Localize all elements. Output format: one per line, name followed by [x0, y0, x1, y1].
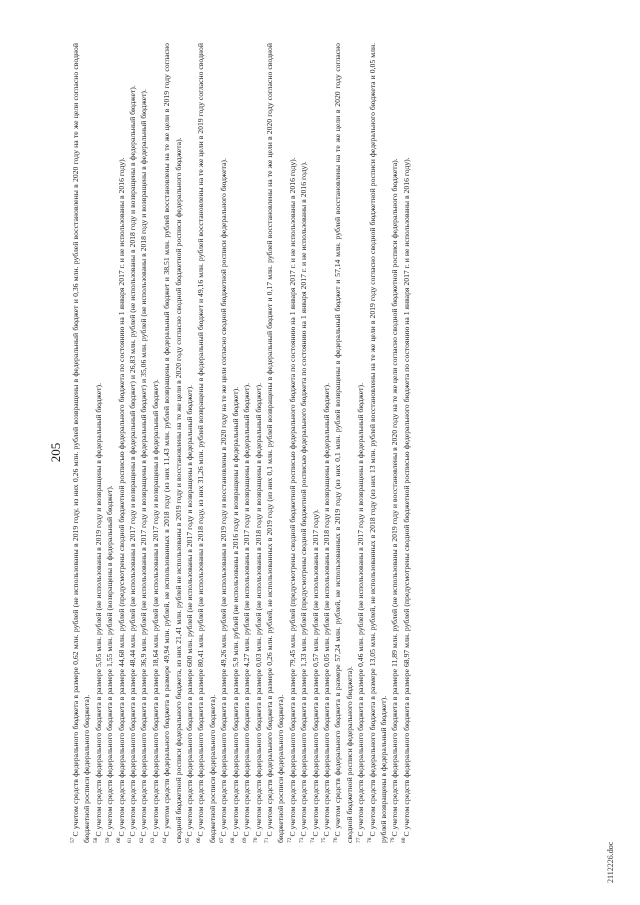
footnote-number: 75	[321, 837, 328, 843]
footnote	[195, 43, 218, 843]
footnote-number: 69	[241, 837, 248, 843]
footnotes-list	[70, 43, 412, 843]
footnote-number: 61	[127, 837, 134, 843]
footnote-text: С учетом средств федерального бюджета в размере 80,41 млн. рублей (не использованы в 2018 году, из них 31,26 млн. рублей возвращены в федеральный бюджет и 49,16 млн. рублей восстановлены на те же цели в 2019 году согласно сводной бюджетной росписи федерального бюджета).	[196, 43, 217, 843]
footnote-text: С учетом средств федерального бюджета в размере 13,05 млн. рублей, не использованных в 2018 году (из них 13 млн. рублей восстановлены на те же цели в 2019 году согласно сводной бюджетной росписи федерального бюджета и 0,05 млн. рублей возвращены в федеральный бюджет).	[367, 43, 388, 843]
footnote-text: С учетом средств федерального бюджета в размере 1,33 млн. рублей (предусмотрены сводной бюджетной росписью федерального бюджета по состоянию на 1 января 2017 г. и не использованы в 2016 году).	[299, 161, 309, 837]
page-number: 205	[48, 442, 63, 463]
footnote-text: С учетом средств федерального бюджета в размере 0,26 млн. рублей, не использованных в 2019 году (из них 0,1 млн. рублей возвращены в федеральный бюджет и 0,17 млн. рублей восстановлены на те же цели в 2020 году согласно сводной бюджетной росписи федерального бюджета).	[264, 43, 286, 843]
footnote-number: 60	[116, 837, 123, 843]
footnote	[355, 43, 366, 843]
footnote-text: С учетом средств федерального бюджета в размере 36,9 млн. рублей (не использованы в 2017 году и возвращены в федеральный бюджет) и 35,06 млн. рублей (не использованы в 2018 году и возвращены в федеральный бюджет).	[139, 89, 149, 837]
footnote	[93, 43, 104, 843]
footnote	[241, 43, 252, 843]
footnote	[230, 43, 241, 843]
footnote-number: 59	[104, 837, 111, 843]
footnote	[401, 43, 412, 843]
footnote-text: С учетом средств федерального бюджета в размере 49,26 млн. рублей (не использованы в 2019 году и восстановлены в 2020 году на те же цели согласно сводной бюджетной росписи федерального бюджета).	[219, 158, 229, 837]
footnote	[321, 43, 332, 843]
footnote-number: 76	[332, 837, 339, 843]
footnote-number: 77	[355, 837, 362, 843]
footnote-text: С учетом средств федерального бюджета в размере 79,45 млн. рублей (предусмотрены сводной бюджетной росписью федерального бюджета по состоянию на 1 января 2017 г. и не использованы в 2016 году).	[287, 157, 297, 837]
footnote-number: 80	[401, 837, 408, 843]
footnote	[161, 43, 184, 843]
footnote	[116, 43, 127, 843]
footnote-text: С учетом средств федерального бюджета в размере 600 млн. рублей (не использованы в 2017 году и возвращены в федеральный бюджет).	[185, 384, 195, 837]
footnote-number: 67	[218, 837, 225, 843]
footnote-text: С учетом средств федерального бюджета в размере 5,9 млн. рублей (не использованы в 2016 году и возвращены в федеральный бюджет).	[230, 386, 240, 837]
footnote	[264, 43, 287, 843]
footnote	[138, 43, 149, 843]
footnote-text: С учетом средств федерального бюджета в размере 0,57 млн. рублей (не использованы в 2017 году).	[310, 509, 320, 837]
footnote	[218, 43, 229, 843]
footnote-text: С учетом средств федерального бюджета в размере 68,97 млн. рублей (предусмотрены сводной бюджетной росписью федерального бюджета по состоянию на 1 января 2017 г. и не использованы в 2016 году).	[401, 157, 411, 837]
footnote	[332, 43, 355, 843]
footnote-text: С учетом средств федерального бюджета в размере 5,05 млн. рублей (не использованы в 2019 году и возвращены в федеральный бюджет).	[93, 383, 103, 837]
footnote	[70, 43, 93, 843]
footnote-number: 74	[309, 837, 316, 843]
footnote	[150, 43, 161, 843]
footnote-number: 73	[298, 837, 305, 843]
footnote-number: 65	[184, 837, 191, 843]
footnote-number: 62	[138, 837, 145, 843]
footnote-text: С учетом средств федерального бюджета в размере 1,55 млн. рублей (возвращены в федеральный бюджет).	[105, 485, 115, 837]
footnote-text: С учетом средств федерального бюджета в размере 18,64 млн. рублей (не использованы в 2017 году и возвращены в федеральный бюджет).	[150, 379, 160, 837]
footnote-number: 64	[161, 837, 168, 843]
footnote-number: 70	[252, 837, 259, 843]
footnote	[253, 43, 264, 843]
footnote-text: С учетом средств федерального бюджета в размере 0,03 млн. рублей (не использованы в 2018 году и возвращены в федеральный бюджет).	[253, 383, 263, 837]
footnote-text: С учетом средств федерального бюджета в размере 4,27 млн. рублей (не использованы в 2017 году и возвращены в федеральный бюджет).	[242, 383, 252, 837]
footnote-number: 66	[195, 837, 202, 843]
footnote-text: С учетом средств федерального бюджета в размере 0,62 млн. рублей (не использованы в 2019 году, из них 0,26 млн. рублей возвращены в федеральный бюджет и 0,36 млн. рублей восстановлены в 2020 году на те же цели согласно сводной бюджетной росписи федерального бюджета).	[71, 43, 92, 843]
footnote-text: С учетом средств федерального бюджета в размере 48,44 млн. рублей (не использованы в 2017 году и возвращены в федеральный бюджет) и 26,83 млн. рублей (не использованы в 2018 году и возвращены в федеральный бюджет).	[128, 85, 138, 837]
document-file-code: 2112226.doc	[606, 841, 615, 883]
footnote-number: 72	[287, 837, 294, 843]
footnote-number: 79	[389, 837, 396, 843]
footnote	[104, 43, 115, 843]
footnote	[367, 43, 390, 843]
footnote-number: 63	[150, 837, 157, 843]
footnote-number: 58	[93, 837, 100, 843]
footnote	[298, 43, 309, 843]
footnote	[127, 43, 138, 843]
footnote-number: 57	[70, 837, 77, 843]
footnote-text: С учетом средств федерального бюджета в размере 57,24 млн. рублей, не использованных в 2019 году (из них 0,1 млн. рублей возвращены в федеральный бюджет и 57,14 млн. рублей восстановлены на те же цели в 2020 году согласно сводной бюджетной росписи федерального бюджета).	[333, 43, 354, 843]
footnote-number: 71	[264, 837, 271, 843]
footnote	[287, 43, 298, 843]
footnote-text: С учетом средств федерального бюджета в размере 11,89 млн. рублей (не использованы в 2019 году и восстановлены в 2020 году на те же цели согласно сводной бюджетной росписи федерального бюджета).	[390, 158, 400, 837]
footnote-text: С учетом средств федерального бюджета в размере 44,68 млн. рублей (предусмотрены сводной бюджетной росписью федерального бюджета по состоянию на 1 января 2017 г. и не использованы в 2016 году).	[116, 157, 126, 837]
footnote	[310, 43, 321, 843]
footnote-text: С учетом средств федерального бюджета в размере 0,05 млн. рублей (не использованы в 2018 году и возвращены в федеральный бюджет).	[321, 383, 331, 837]
footnote-number: 78	[367, 837, 373, 843]
footnote-number: 68	[230, 837, 237, 843]
footnote	[184, 43, 195, 843]
footnote	[389, 43, 400, 843]
footnote-text: С учетом средств федерального бюджета в размере 49,94 млн. рублей, не использованных в 2018 году (из них 11,43 млн. рублей возвращены в федеральный бюджет и 38,51 млн. рублей восстановлены на те же цели в 2019 году согласно сводной бюджетной росписи федерального бюджета, из них 21,41 млн. рублей не использованы в 2019 году и восстановлены на те же цели в 2020 году согласно сводной бюджетной росписи федерального бюджета).	[162, 43, 183, 843]
footnote-text: С учетом средств федерального бюджета в размере 0,46 млн. рублей (не использованы в 2017 году и возвращены в федеральный бюджет).	[356, 383, 366, 837]
